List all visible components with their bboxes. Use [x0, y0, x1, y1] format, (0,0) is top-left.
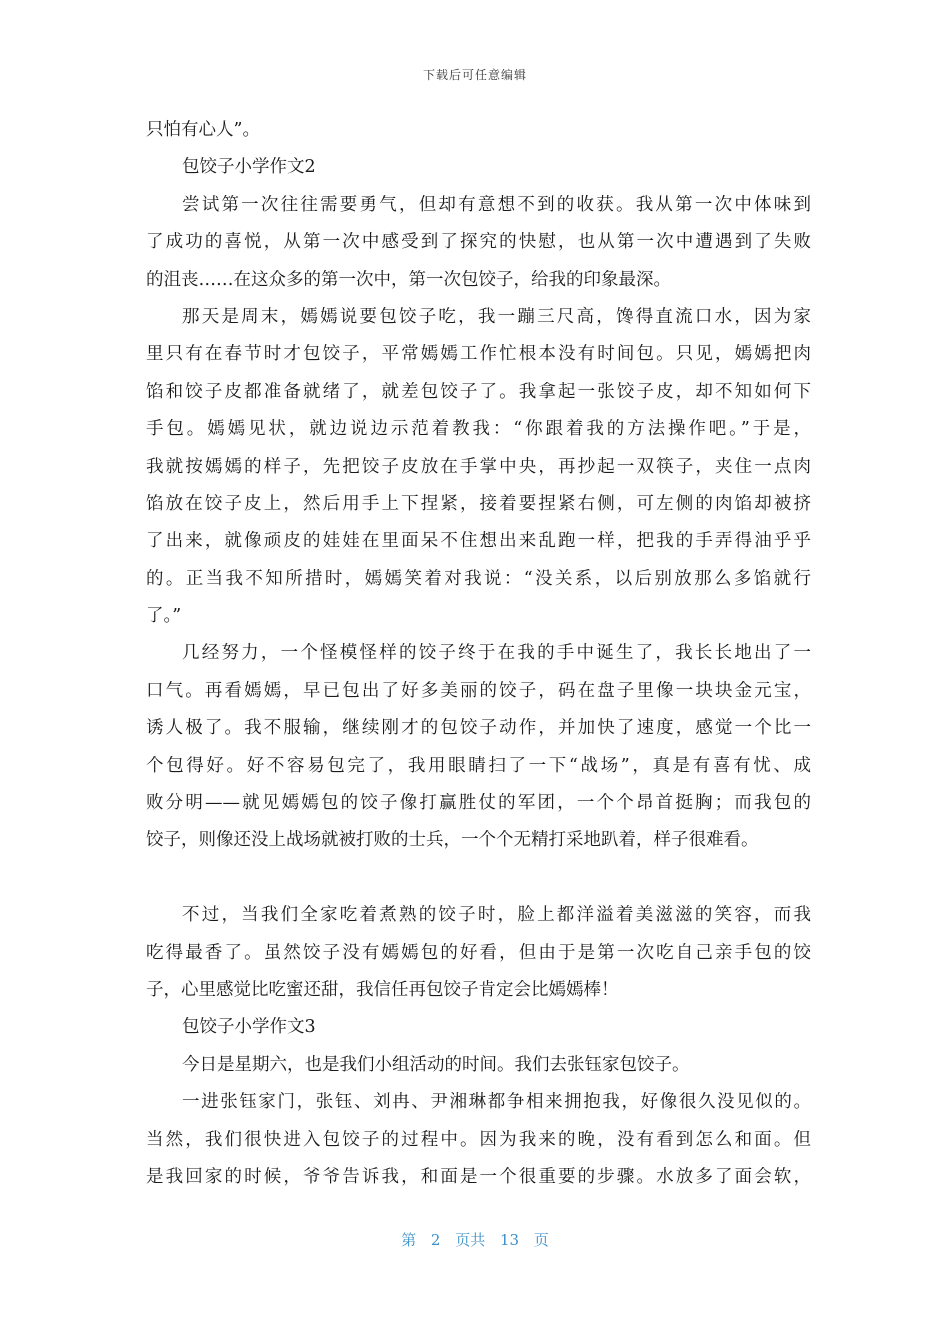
body-line: 了。” [146, 606, 182, 627]
section-heading: 包饺子小学作文2 [182, 157, 316, 178]
body-line: 今日是星期六，也是我们小组活动的时间。我们去张钰家包饺子。 [182, 1054, 690, 1075]
body-line: 一进张钰家门，张钰、刘冉、尹湘琳都争相来拥抱我，好像很久没见似的。 [182, 1092, 811, 1113]
body-line: 馅放在饺子皮上，然后用手上下捏紧，接着要捏紧右侧，可左侧的肉馅却被挤 [146, 493, 811, 514]
body-line: 不过，当我们全家吃着煮熟的饺子时，脸上都洋溢着美滋滋的笑容，而我 [182, 905, 811, 926]
section-heading: 包饺子小学作文3 [182, 1017, 316, 1038]
body-line: 了成功的喜悦，从第一次中感受到了探究的快慰，也从第一次中遭遇到了失败 [146, 232, 811, 253]
body-line: 那天是周末，嫣嫣说要包饺子吃，我一蹦三尺高，馋得直流口水，因为家 [182, 306, 811, 327]
body-line: 的沮丧……在这众多的第一次中，第一次包饺子，给我的印象最深。 [146, 269, 671, 290]
body-line: 几经努力，一个怪模怪样的饺子终于在我的手中诞生了，我长长地出了一 [182, 643, 811, 664]
body-line: 我就按嫣嫣的样子，先把饺子皮放在手掌中央，再抄起一双筷子，夹住一点肉 [146, 456, 811, 477]
body-line: 败分明——就见嫣嫣包的饺子像打赢胜仗的军团，一个个昂首挺胸；而我包的 [146, 793, 811, 814]
document-body [146, 112, 811, 1196]
body-line: 吃得最香了。虽然饺子没有嫣嫣包的好看，但由于是第一次吃自己亲手包的饺 [146, 942, 811, 963]
body-line: 当然，我们很快进入包饺子的过程中。因为我来的晚，没有看到怎么和面。但 [146, 1129, 811, 1150]
body-line: 手包。嫣嫣见状，就边说边示范着教我：“你跟着我的方法操作吧。”于是， [146, 419, 811, 440]
body-line: 里只有在春节时才包饺子，平常嫣嫣工作忙根本没有时间包。只见，嫣嫣把肉 [146, 344, 811, 365]
body-line: 是我回家的时候，爷爷告诉我，和面是一个很重要的步骤。水放多了面会软， [146, 1166, 811, 1187]
body-line: 口气。再看嫣嫣，早已包出了好多美丽的饺子，码在盘子里像一块块金元宝， [146, 680, 811, 701]
page-header: 下载后可任意编辑 [422, 68, 527, 82]
body-line: 了出来，就像顽皮的娃娃在里面呆不住想出来乱跑一样，把我的手弄得油乎乎 [146, 531, 811, 552]
body-line: 的。正当我不知所措时，嫣嫣笑着对我说：“没关系，以后别放那么多馅就行 [146, 568, 811, 589]
body-line: 子，心里感觉比吃蜜还甜，我信任再包饺子肯定会比嫣嫣棒！ [146, 979, 619, 1000]
blank-line [146, 860, 811, 897]
body-line: 个包得好。好不容易包完了，我用眼睛扫了一下“战场”，真是有喜有忧、成 [146, 755, 811, 776]
body-line: 饺子，则像还没上战场就被打败的士兵，一个个无精打采地趴着，样子很难看。 [146, 830, 759, 851]
body-line: 只怕有心人”。 [146, 120, 260, 140]
body-line: 馅和饺子皮都准备就绪了，就差包饺子了。我拿起一张饺子皮，却不知如何下 [146, 381, 811, 402]
page-number-footer: 第 2 页共 13 页 [401, 1231, 549, 1249]
body-line: 诱人极了。我不服输，继续刚才的包饺子动作，并加快了速度，感觉一个比一 [146, 718, 811, 739]
body-line: 尝试第一次往往需要勇气，但却有意想不到的收获。我从第一次中体味到 [182, 194, 811, 215]
